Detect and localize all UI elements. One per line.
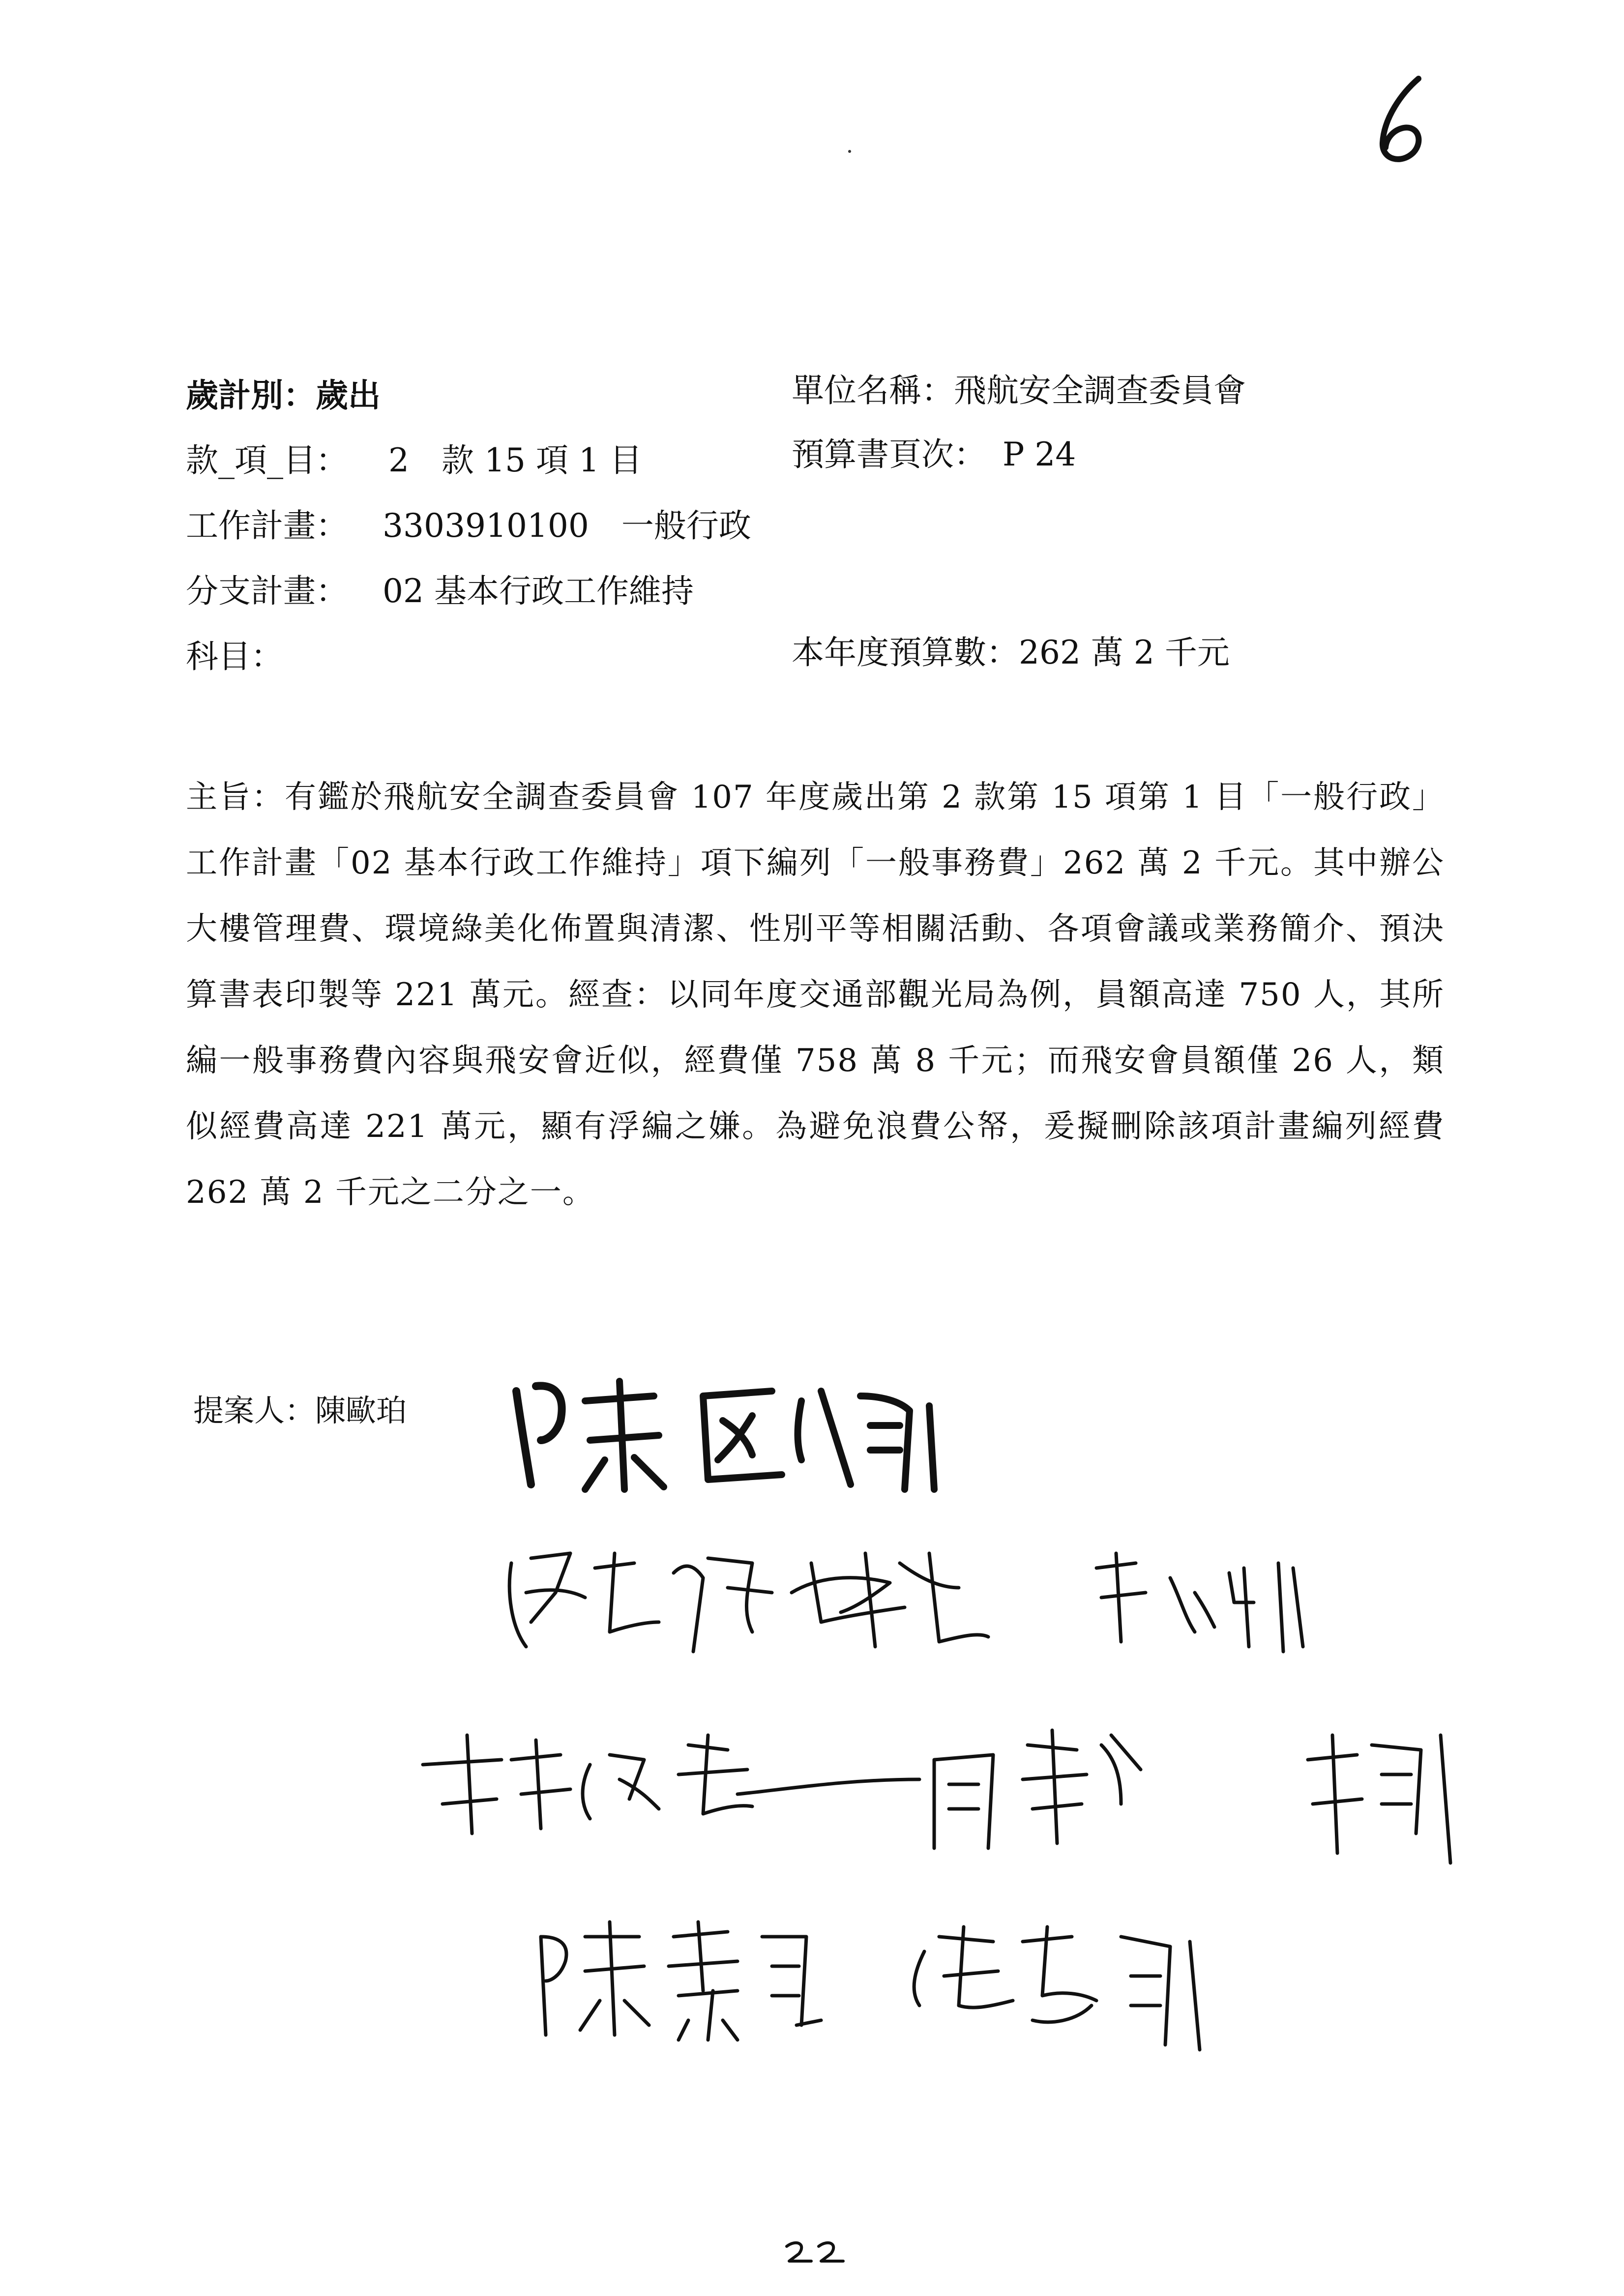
budget-type: 歲計別：歲出 xyxy=(186,377,381,414)
work-plan-value: 3303910100 一般行政 xyxy=(383,507,751,545)
subject-label: 科目： xyxy=(186,638,283,675)
page-number-text xyxy=(787,2276,793,2281)
signature-chen-ou-po xyxy=(506,1366,959,1499)
sub-plan-label: 分支計畫： xyxy=(186,572,348,610)
unit-name: 單位名稱：飛航安全調查委員會 xyxy=(792,372,1246,409)
signature-row-2 xyxy=(497,1534,1455,1661)
work-plan-label: 工作計畫： xyxy=(186,507,348,545)
proposal-body: 主旨：有鑑於飛航安全調查委員會 107 年度歲出第 2 款第 15 項第 1 目「一般行政」工作計畫「02 基本行政工作維持」項下編列「一般事務費」262 萬 2 千元。其中辦公大樓管理費、環境綠美化佈置與清潔、性別平等相關活動、各項會議或業務簡介、預決算書表印製等 221 萬元。經查：以同年度交通部觀光局為例，員額高達 750 人，其所編一般事務費內容與飛安會近似，經費僅 758 萬 8 千元；而飛安會員額僅 26 人，類似經費高達 221 萬元，顯有浮編之嫌。為避免浪費公帑，爰擬刪除該項計畫編列經費 262 萬 2 千元之二分之一。 xyxy=(186,779,1445,1211)
scan-speck xyxy=(848,150,851,153)
budget-amount: 本年度預算數：262 萬 2 千元 xyxy=(792,634,1230,671)
signature-row-3 xyxy=(413,1706,1534,1873)
sub-plan-value: 02 基本行政工作維持 xyxy=(383,572,694,610)
item-label: 款_項_目： xyxy=(186,441,348,479)
handwritten-page-number-bottom xyxy=(782,2234,851,2268)
signature-row-4 xyxy=(531,1907,1239,2055)
proposer-label: 提案人：陳歐珀 xyxy=(193,1393,407,1428)
item-value: 2 款 15 項 1 目 xyxy=(388,441,642,479)
budget-page-ref: 預算書頁次： P 24 xyxy=(792,436,1076,473)
handwritten-page-number xyxy=(1372,74,1441,167)
